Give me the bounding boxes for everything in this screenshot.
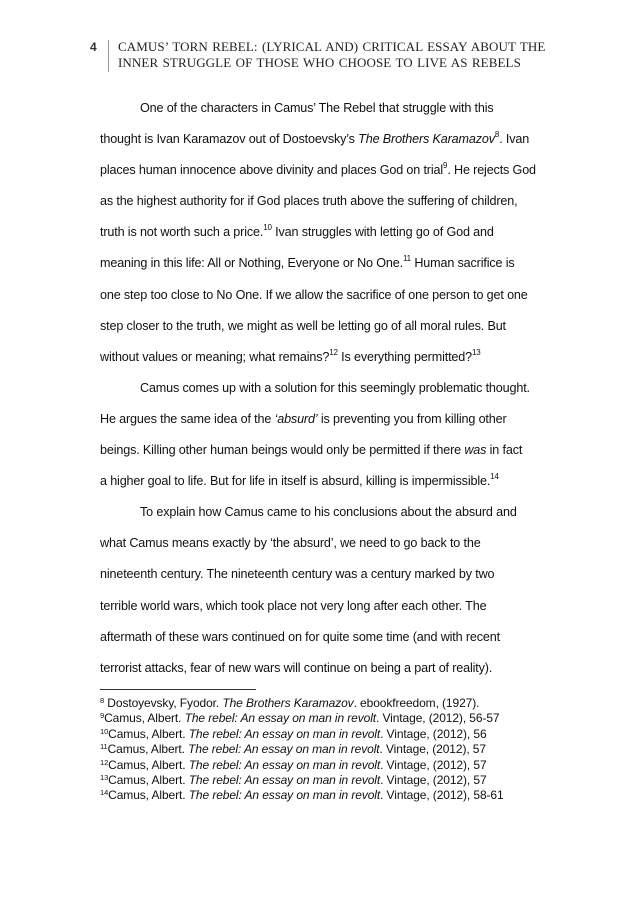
running-head xyxy=(118,39,550,71)
text-line xyxy=(100,594,536,625)
footnote-number: 12 xyxy=(100,757,109,767)
text-span: truth is not worth such a price. xyxy=(100,225,264,240)
footnote-title: The rebel: An essay on man in revolt xyxy=(184,711,377,726)
text-span: without values or meaning; what remains? xyxy=(100,349,330,364)
text-span: what Camus means exactly by ‘the absurd’, we need to go back to the xyxy=(100,536,481,551)
footnote-ref: 9 xyxy=(443,161,448,171)
text-line xyxy=(100,314,536,345)
footnote-text: . Vintage, (2012), 56 xyxy=(380,726,487,741)
footnote-text: Camus, Albert. xyxy=(108,788,189,803)
text-line xyxy=(100,127,536,158)
book-title: The Brothers Karamazov xyxy=(358,132,495,147)
text-line xyxy=(100,407,536,438)
footnote-number: 13 xyxy=(100,773,109,783)
footnote-ref: 10 xyxy=(263,223,272,233)
text-line xyxy=(100,656,536,687)
footnote-text: . Vintage, (2012), 57 xyxy=(380,757,487,772)
footnote xyxy=(100,758,540,773)
text-line xyxy=(100,96,536,127)
text-span: one step too close to No One. If we allow the sacrifice of one person to get one xyxy=(100,287,528,302)
text-span: meaning in this life: All or Nothing, Everyone or No One. xyxy=(100,256,403,271)
footnote-text: . Vintage, (2012), 56-57 xyxy=(376,711,500,726)
footnote-text: . ebookfreedom, (1927). xyxy=(353,696,480,710)
footnote-text: . Vintage, (2012), 57 xyxy=(380,773,487,788)
text-span: beings. Killing other human beings would only be permitted if there xyxy=(100,443,465,458)
page-header xyxy=(90,40,550,72)
footnote-separator xyxy=(100,689,256,690)
footnote-text: . Vintage, (2012), 58-61 xyxy=(380,788,504,803)
text-span: terrible world wars, which took place not very long after each other. The xyxy=(100,598,487,613)
text-span: places human innocence above divinity and places God on trial xyxy=(100,163,443,178)
emphasis: was xyxy=(464,443,487,458)
running-head-line: CAMUS’ TORN REBEL: (LYRICAL AND) CRITICAL ESSAY ABOUT THE xyxy=(118,39,546,54)
footnote-number: 9 xyxy=(100,711,105,721)
text-span: Camus comes up with a solution for this seemingly problematic thought. xyxy=(140,380,530,395)
text-line xyxy=(100,345,536,376)
text-line xyxy=(100,189,536,220)
footnote-title: The rebel: An essay on man in revolt xyxy=(188,773,381,788)
footnote-text: Camus, Albert. xyxy=(108,757,189,772)
text-span: is preventing you from killing other xyxy=(317,411,507,426)
footnote-title: The Brothers Karamazov xyxy=(222,696,354,710)
body-text xyxy=(100,96,536,687)
footnote xyxy=(100,711,540,726)
text-span: Is everything permitted? xyxy=(337,349,472,364)
text-line xyxy=(100,376,536,407)
text-span: thought is Ivan Karamazov out of Dostoevsky’s xyxy=(100,132,359,147)
footnote xyxy=(100,742,540,757)
footnote-text: Camus, Albert. xyxy=(107,742,189,757)
text-line xyxy=(100,531,536,562)
footnote-text: . Vintage, (2012), 57 xyxy=(379,742,486,757)
emphasis: ‘absurd’ xyxy=(274,411,318,426)
footnote-title: The rebel: An essay on man in revolt xyxy=(188,742,380,757)
header-divider xyxy=(108,40,109,72)
footnote-ref: 11 xyxy=(402,254,411,264)
text-span: nineteenth century. The nineteenth century was a century marked by two xyxy=(100,567,495,582)
text-line xyxy=(100,220,536,251)
footnote-text: Camus, Albert. xyxy=(108,726,189,741)
text-line xyxy=(100,283,536,314)
text-line xyxy=(100,251,536,282)
footnote-title: The rebel: An essay on man in revolt xyxy=(188,726,381,741)
text-span: One of the characters in Camus’ The Rebel that struggle with this xyxy=(140,101,494,115)
text-span: Ivan struggles with letting go of God and xyxy=(271,225,494,240)
text-span: as the highest authority for if God places truth above the suffering of children, xyxy=(100,194,518,209)
text-line xyxy=(100,158,536,189)
text-span: . Ivan xyxy=(499,132,530,147)
footnote-ref: 8 xyxy=(494,130,500,140)
footnote-ref: 12 xyxy=(329,347,338,357)
footnote xyxy=(100,696,540,711)
text-span: terrorist attacks, fear of new wars will continue on being a part of reality). xyxy=(100,660,493,675)
footnote-text: Camus, Albert. xyxy=(104,711,185,726)
text-span: To explain how Camus came to his conclusions about the absurd and xyxy=(140,505,517,520)
footnote-ref: 14 xyxy=(490,472,499,482)
footnote xyxy=(100,727,540,742)
text-line xyxy=(100,438,536,469)
text-span: Human sacrifice is xyxy=(410,256,515,271)
text-span: a higher goal to life. But for life in itself is absurd, killing is impermissible. xyxy=(100,474,491,489)
footnote-number: 14 xyxy=(100,788,109,798)
text-span: step closer to the truth, we might as well be letting go of all moral rules. But xyxy=(100,318,506,333)
text-line xyxy=(100,625,536,656)
text-span: He argues the same idea of the xyxy=(100,411,275,426)
footnote-title: The rebel: An essay on man in revolt xyxy=(188,788,381,803)
footnote xyxy=(100,773,540,788)
footnote-number: 11 xyxy=(100,742,108,752)
footnote-text: Dostoyevsky, Fyodor. xyxy=(104,696,223,710)
footnote-text: Camus, Albert. xyxy=(108,773,189,788)
footnotes xyxy=(100,696,540,804)
page-number: 4 xyxy=(90,40,97,54)
footnote-number: 8 xyxy=(100,696,105,705)
text-span: . He rejects God xyxy=(447,163,536,178)
text-span: aftermath of these wars continued on for quite some time (and with recent xyxy=(100,629,500,644)
footnote xyxy=(100,788,540,803)
footnote-ref: 13 xyxy=(471,347,481,357)
text-span: in fact xyxy=(486,443,523,458)
footnote-title: The rebel: An essay on man in revolt xyxy=(188,757,381,772)
running-head-line: INNER STRUGGLE OF THOSE WHO CHOOSE TO LIVE AS REBELS xyxy=(118,55,521,70)
text-line xyxy=(100,500,536,531)
text-line xyxy=(100,469,536,500)
text-line xyxy=(100,562,536,593)
footnote-number: 10 xyxy=(100,726,109,736)
